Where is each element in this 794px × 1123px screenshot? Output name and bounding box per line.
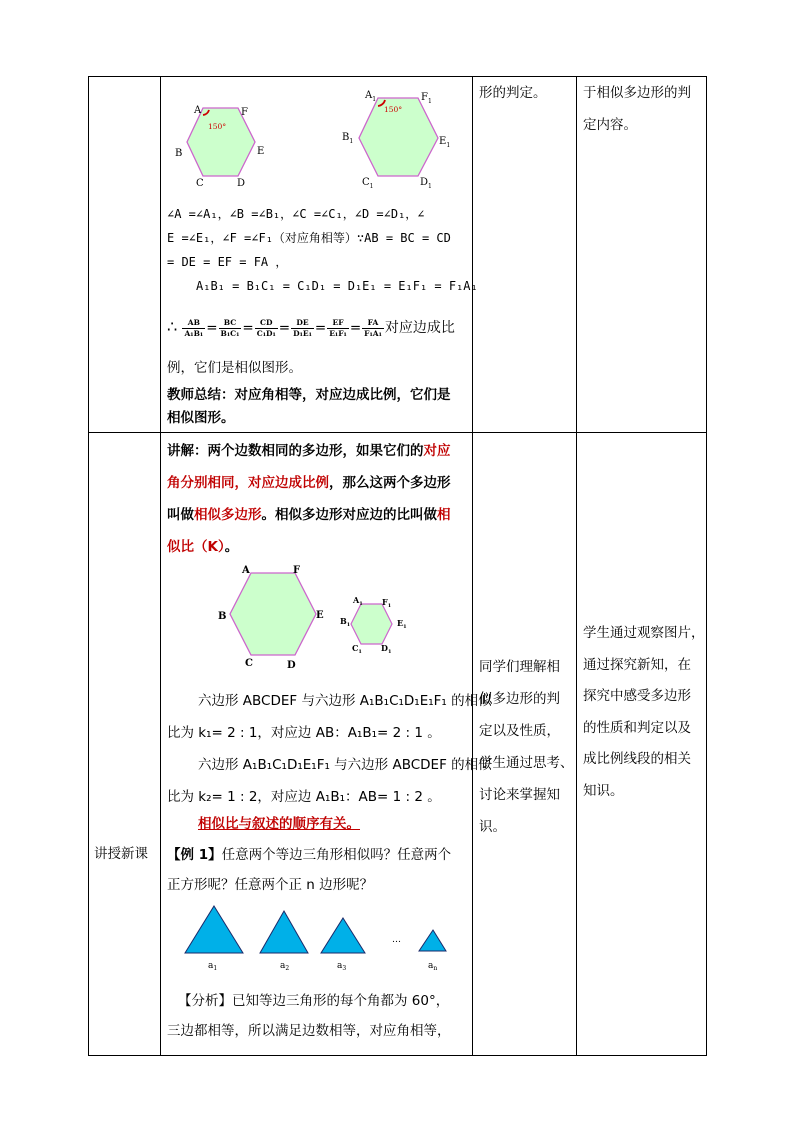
fraction-ab: $\frac{AB}{\text{A₁B₁}}$ (184, 317, 204, 338)
label-E1: $E_1$ (397, 618, 407, 630)
label-D: D (237, 178, 246, 189)
teacher-summary-line-2: 相似图形。 (167, 410, 235, 426)
example-tag: 【例 1】 (167, 847, 222, 863)
table-border-right (706, 76, 707, 1056)
teacher-summary-line-1: 教师总结：对应角相等，对应边成比例，它们是 (167, 387, 451, 403)
ellipsis: … (392, 935, 401, 945)
label-a1: $a_1$ (208, 961, 218, 972)
angles-line-1: ∠A =∠A₁，∠B =∠B₁，∠C =∠C₁，∠D =∠D₁，∠ (167, 207, 425, 221)
analysis-line-2: 三边都相等，所以满足边数相等，对应角相等， (167, 1023, 451, 1039)
col4-line: 学生通过观察图片， (583, 625, 705, 641)
lecture-line-3: 叫做相似多边形。相似多边形对应边的比叫做相 (167, 507, 451, 523)
hexagon-abcdef (187, 108, 255, 176)
example-line-1: 【例 1】任意两个等边三角形相似吗？任意两个 (167, 847, 452, 863)
order-note: 相似比与叙述的顺序有关。 (198, 816, 360, 832)
label-A1: $A_1$ (365, 90, 377, 103)
sides-line: A₁B₁ = B₁C₁ = C₁D₁ = D₁E₁ = E₁F₁ = F₁A₁ (196, 279, 478, 293)
lecture-line-1: 讲解：两个边数相同的多边形，如果它们的对应 (167, 443, 451, 459)
fraction-cd: $\frac{CD}{\text{C₁D₁}}$ (256, 317, 276, 338)
table-border-bottom (88, 1055, 707, 1056)
table-col-divider-3 (576, 76, 577, 1056)
angle-label: 150° (208, 122, 227, 131)
table-col-divider-2 (472, 76, 473, 1056)
hexagon-figures-row1 (165, 82, 465, 194)
col4-line: 的性质和判定以及 (583, 719, 691, 736)
triangle-figures (180, 900, 455, 975)
fraction-fa: $\frac{FA}{\text{F₁A₁}}$ (364, 317, 382, 338)
label-B: B (175, 148, 183, 159)
example-line-2: 正方形呢？任意两个正 n 边形呢？ (167, 877, 374, 893)
label-E: E (257, 146, 265, 157)
lecture-line-2: 角分别相同，对应边成比例，那么这两个多边形 (167, 475, 451, 491)
col4-line: 知识。 (583, 782, 624, 799)
conclusion-line: 例，它们是相似图形。 (167, 360, 302, 376)
ratio2-line-2: 比为 k₂= 1 : 2，对应边 A₁B₁：AB= 1 : 2 。 (167, 789, 441, 805)
label-a2: $a_2$ (280, 961, 290, 972)
label-B: B (218, 611, 227, 622)
label-F1: $F_1$ (382, 597, 392, 609)
equals: = (349, 320, 362, 336)
fraction-equation (167, 312, 455, 343)
label-C1: $C_1$ (362, 177, 374, 190)
label-D1: $D_1$ (381, 643, 392, 655)
label-B1: $B_1$ (342, 132, 354, 145)
col3-line: 似多边形的判 (479, 691, 560, 707)
fraction-bc: $\frac{BC}{\text{B₁C₁}}$ (220, 317, 240, 338)
ratio2-line-1: 六边形 A₁B₁C₁D₁E₁F₁ 与六边形 ABCDEF 的相似 (198, 757, 492, 773)
triangle-a3 (321, 918, 365, 953)
equals: = (278, 320, 291, 336)
label-C1: $C_1$ (352, 643, 362, 655)
hexagon-small (351, 604, 392, 644)
label-A: A (194, 105, 202, 116)
hexagon-large (230, 573, 316, 655)
label-F1: $F_1$ (421, 92, 432, 105)
fraction-tail: 对应边成比 (384, 320, 455, 336)
angles-line-3: = DE = EF = FA ， (167, 255, 288, 269)
table-col-divider-1 (160, 76, 161, 1056)
hexagon-figures-row2 (210, 560, 420, 674)
label-a3: $a_3$ (337, 961, 347, 972)
col4-line: 成比例线段的相关 (583, 751, 691, 767)
col4-line: 通过探究新知，在 (583, 656, 691, 673)
label-an: $a_n$ (428, 961, 438, 972)
therefore-symbol: ∴ (167, 317, 178, 336)
equals: = (314, 320, 327, 336)
equals: = (242, 320, 254, 336)
angles-line-2: E =∠E₁，∠F =∠F₁（对应角相等）∵AB = BC = CD (167, 231, 451, 245)
triangle-a2 (260, 911, 308, 953)
ratio1-line-2: 比为 k₁= 2 : 1，对应边 AB：A₁B₁= 2 : 1 。 (167, 725, 441, 741)
label-C: C (245, 658, 253, 669)
analysis-line-1: 【分析】已知等边三角形的每个角都为 60°， (178, 993, 450, 1009)
angle-label-1: 150° (384, 105, 403, 114)
col3-line: 学生通过思考、 (479, 755, 574, 771)
label-A1: $A_1$ (353, 595, 363, 607)
label-F: F (241, 107, 248, 118)
col3-line: 讨论来掌握知 (479, 787, 560, 803)
row2-col3-text (479, 651, 574, 843)
analysis-tag: 【分析】 (178, 993, 232, 1009)
row1-col4-line-1: 于相似多边形的判 (583, 85, 691, 101)
triangle-a1 (185, 906, 243, 953)
label-B1: $B_1$ (340, 616, 351, 628)
label-C: C (196, 178, 204, 189)
fraction-ef: $\frac{EF}{\text{E₁F₁}}$ (329, 317, 347, 338)
row1-col4-line-2: 定内容。 (583, 117, 637, 133)
ratio1-line-1: 六边形 ABCDEF 与六边形 A₁B₁C₁D₁E₁F₁ 的相似 (198, 693, 492, 709)
label-E: E (316, 610, 324, 621)
label-E1: $E_1$ (439, 136, 451, 149)
label-F: F (293, 565, 301, 576)
col3-line: 识。 (479, 819, 506, 835)
table-border-left (88, 76, 89, 1056)
label-D1: $D_1$ (420, 177, 432, 190)
row2-col4-text (583, 618, 705, 807)
col3-line: 定以及性质， (479, 723, 560, 739)
section-label: 讲授新课 (94, 846, 148, 862)
fraction-de: $\frac{DE}{\text{D₁E₁}}$ (293, 317, 312, 338)
col4-line: 探究中感受多边形 (583, 688, 691, 704)
lecture-line-4: 似比（K）。 (167, 539, 239, 555)
col3-line: 同学们理解相 (479, 659, 560, 675)
label-D: D (287, 660, 296, 671)
row1-col3-text: 形的判定。 (479, 85, 547, 101)
table-border-top (88, 76, 707, 77)
triangle-an (419, 930, 446, 951)
label-A: A (242, 565, 250, 576)
table-row-divider (88, 432, 707, 433)
equals: = (206, 320, 218, 336)
